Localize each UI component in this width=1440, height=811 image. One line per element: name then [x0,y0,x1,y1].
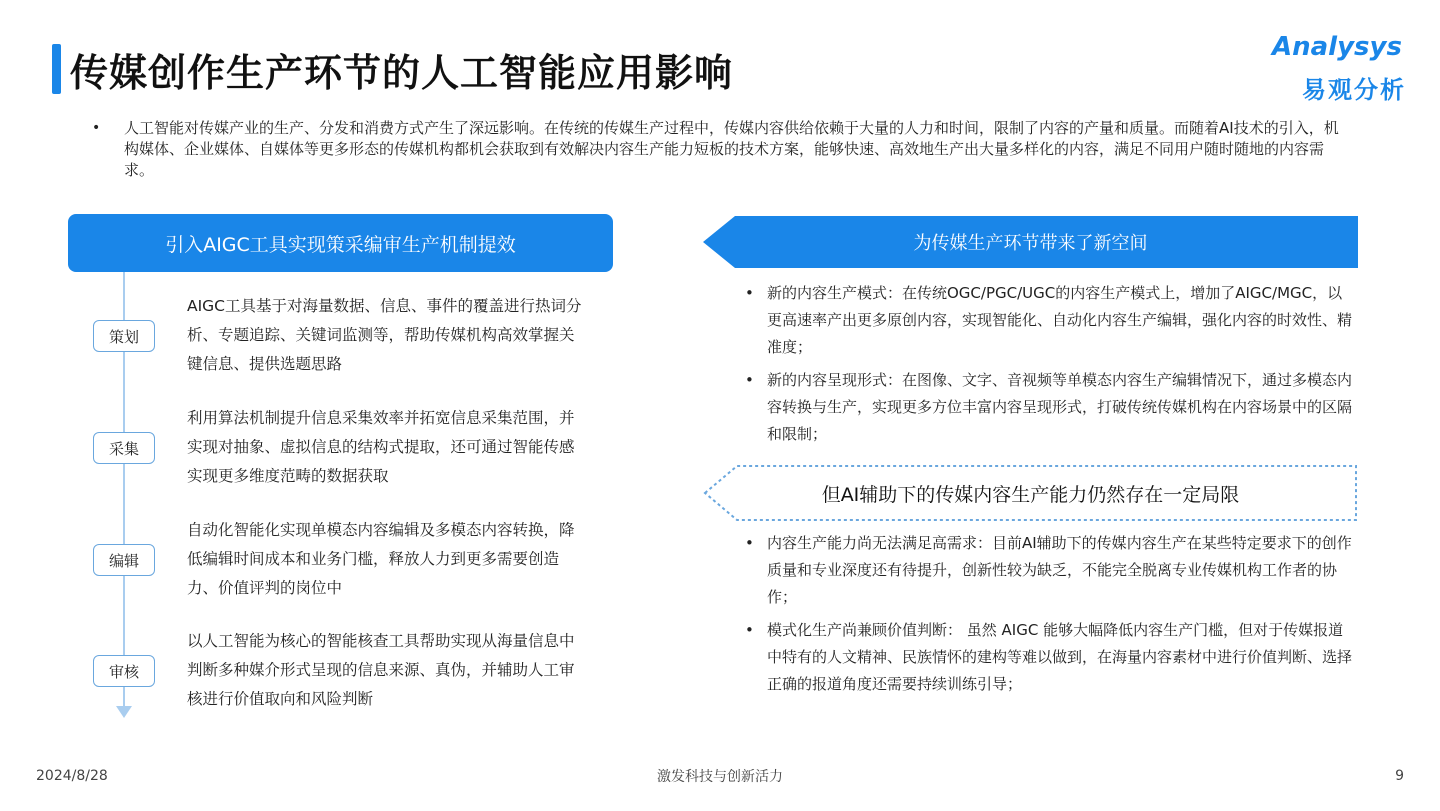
list-item-text: 新的内容呈现形式：在图像、文字、音视频等单模态内容生产编辑情况下，通过多模态内容转换与生产，实现更多方位丰富内容呈现形式，打破传统传媒机构在内容场景中的区隔和限制； [767,371,1353,443]
new-space-banner [703,216,1358,268]
step-tag: 编辑 [93,544,155,576]
timeline-arrow-icon [116,706,132,718]
bullet-icon: • [745,621,754,639]
analysys-logo [1272,30,1422,105]
step-description: 利用算法机制提升信息采集效率并拓宽信息采集范围，并实现对抽象、虚拟信息的结构式提取，还可通过智能传感实现更多维度范畴的数据获取 [187,409,575,485]
new-space-title: 为传媒生产环节带来了新空间 [913,233,1148,254]
page-title: 传媒创作生产环节的人工智能应用影响 [70,51,734,95]
step-tag: 采集 [93,432,155,464]
step-tag: 策划 [93,320,155,352]
bullet-icon: • [92,120,101,136]
title-accent-bar [52,44,61,94]
new-space-list [745,280,1355,454]
list-item [745,367,1355,448]
step-tag: 审核 [93,655,155,687]
list-item [745,617,1355,698]
bullet-icon: • [745,284,754,302]
footer-date: 2024/8/28 [36,768,108,784]
intro-paragraph [92,118,1352,181]
limitation-list [745,530,1355,704]
step-description: 自动化智能化实现单模态内容编辑及多模态内容转换，降低编辑时间成本和业务门槛，释放人力到更多需要创造力、价值评判的岗位中 [187,521,575,597]
list-item [745,280,1355,361]
list-item-text: 新的内容生产模式：在传统OGC/PGC/UGC的内容生产模式上，增加了AIGC/MGC，以更高速率产出更多原创内容，实现智能化、自动化内容生产编辑，强化内容的时效性、精准度； [767,284,1353,356]
page-number: 9 [1395,768,1404,784]
left-section-header: 引入AIGC工具实现策采编审生产机制提效 [68,214,613,272]
bullet-icon: • [745,371,754,389]
logo-chinese: 易观分析 [1302,76,1406,104]
step-description: 以人工智能为核心的智能核查工具帮助实现从海量信息中判断多种媒介形式呈现的信息来源、真伪，并辅助人工审核进行价值取向和风险判断 [187,632,575,708]
step-description: AIGC工具基于对海量数据、信息、事件的覆盖进行热词分析、专题追踪、关键词监测等，帮助传媒机构高效掌握关键信息、提供选题思路 [187,297,582,373]
footer-slogan: 激发科技与创新活力 [657,769,783,785]
logo-english: Analysys [1272,32,1402,62]
limitation-banner [703,464,1358,522]
list-item [745,530,1355,611]
bullet-icon: • [745,534,754,552]
list-item-text: 内容生产能力尚无法满足高需求：目前AI辅助下的传媒内容生产在某些特定要求下的创作质量和专业深度还有待提升，创新性较为缺乏，不能完全脱离专业传媒机构工作者的协作； [767,534,1352,606]
list-item-text: 模式化生产尚兼顾价值判断： 虽然 AIGC 能够大幅降低内容生产门槛，但对于传媒报道中特有的人文精神、民族情怀的建构等难以做到，在海量内容素材中进行价值判断、选择正确的报道角度还需要持续训练引导； [767,621,1353,693]
limitation-title: 但AI辅助下的传媒内容生产能力仍然存在一定局限 [821,483,1240,506]
intro-text: 人工智能对传媒产业的生产、分发和消费方式产生了深远影响。在传统的传媒生产过程中，传媒内容供给依赖于大量的人力和时间，限制了内容的产量和质量。而随着AI技术的引入，机构媒体、企业媒体、自媒体等更多形态的传媒机构都机会获取到有效解决内容生产能力短板的技术方案，能够快速、高效地生产出大量多样化的内容，满足不同用户随时随地的内容需求。 [124,119,1339,179]
